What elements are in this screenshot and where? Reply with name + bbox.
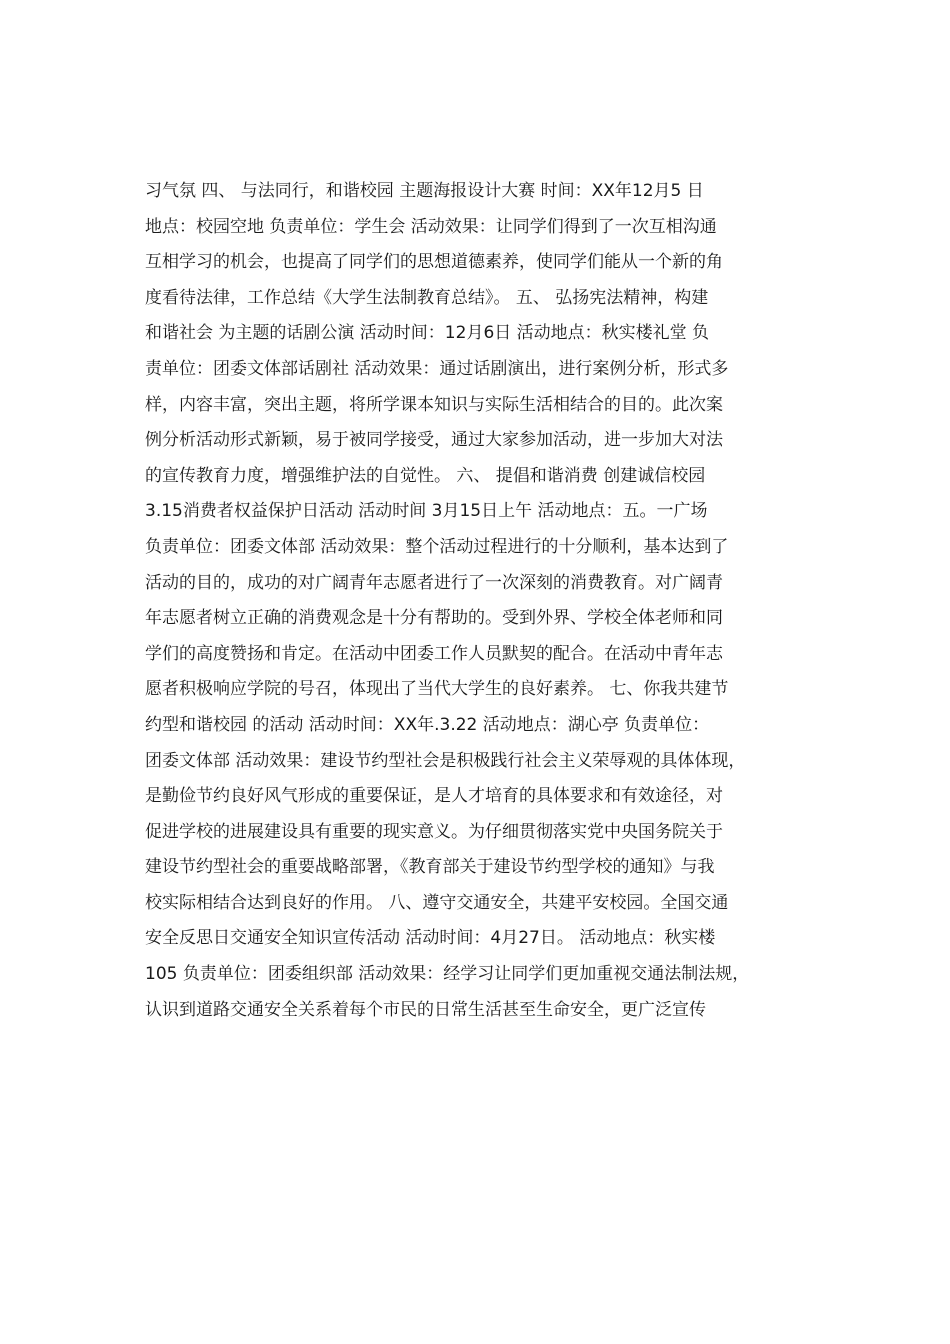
text-line: 互相学习的机会，也提高了同学们的思想道德素养，使同学们能从一个新的角 <box>145 252 723 273</box>
text-line: 3.15消费者权益保护日活动 活动时间 3月15日上午 活动地点：五。一广场 <box>145 501 708 522</box>
text-line: 度看待法律，工作总结《大学生法制教育总结》。 五、 弘扬宪法精神，构建 <box>145 287 709 308</box>
text-line: 校实际相结合达到良好的作用。 八、遵守交通安全，共建平安校园。全国交通 <box>145 892 729 913</box>
text-line: 例分析活动形式新颖，易于被同学接受，通过大家参加活动，进一步加大对法 <box>145 430 723 451</box>
text-line: 和谐社会 为主题的话剧公演 活动时间：12月6日 活动地点：秋实楼礼堂 负 <box>145 323 710 344</box>
text-line: 学们的高度赞扬和肯定。在活动中团委工作人员默契的配合。在活动中青年志 <box>145 643 723 664</box>
text-line: 认识到道路交通安全关系着每个市民的日常生活甚至生命安全，更广泛宣传 <box>145 999 706 1020</box>
text-line: 是勤俭节约良好风气形成的重要保证，是人才培育的具体要求和有效途径，对 <box>145 786 723 807</box>
text-line: 约型和谐校园 的活动 活动时间：XX年.3.22 活动地点：湖心亭 负责单位： <box>145 714 710 735</box>
text-line: 负责单位：团委文体部 活动效果：整个活动过程进行的十分顺利，基本达到了 <box>145 536 729 557</box>
text-line: 安全反思日交通安全知识宣传活动 活动时间：4月27日。 活动地点：秋实楼 <box>145 928 716 949</box>
text-line: 的宣传教育力度，增强维护法的自觉性。 六、 提倡和谐消费 创建诚信校园 <box>145 465 706 486</box>
text-line: 105 负责单位：团委组织部 活动效果：经学习让同学们更加重视交通法制法规， <box>145 964 750 985</box>
document-body <box>145 174 845 1028</box>
text-line: 愿者积极响应学院的号召，体现出了当代大学生的良好素养。 七、你我共建节 <box>145 679 729 700</box>
text-line: 团委文体部 活动效果：建设节约型社会是积极践行社会主义荣辱观的具体体现， <box>145 750 746 771</box>
text-line: 促进学校的进展建设具有重要的现实意义。为仔细贯彻落实党中央国务院关于 <box>145 821 723 842</box>
text-line: 活动的目的，成功的对广阔青年志愿者进行了一次深刻的消费教育。对广阔青 <box>145 572 723 593</box>
text-line: 习气氛 四、 与法同行，和谐校园 主题海报设计大赛 时间：XX年12月5 日 <box>145 181 704 201</box>
text-line: 建设节约型社会的重要战略部署，《教育部关于建设节约型学校的通知》与我 <box>145 857 715 878</box>
text-line: 责单位：团委文体部话剧社 活动效果：通过话剧演出，进行案例分析，形式多 <box>145 358 729 379</box>
text-line: 年志愿者树立正确的消费观念是十分有帮助的。受到外界、学校全体老师和同 <box>145 608 723 629</box>
text-line: 样，内容丰富，突出主题，将所学课本知识与实际生活相结合的目的。此次案 <box>145 394 723 415</box>
text-line: 地点：校园空地 负责单位：学生会 活动效果：让同学们得到了一次互相沟通 <box>145 216 717 237</box>
